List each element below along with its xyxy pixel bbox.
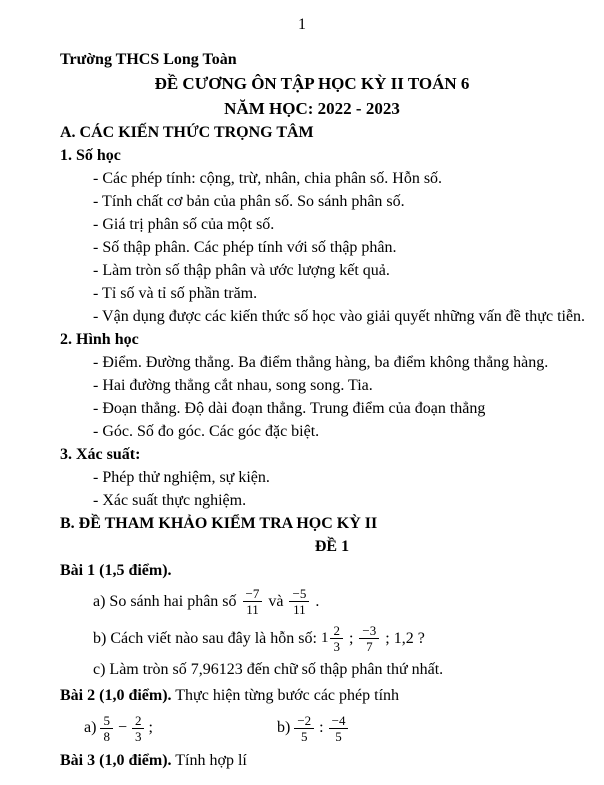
list-item: - Số thập phân. Các phép tính với số thập phân. (93, 239, 397, 256)
division-operator: : (319, 719, 324, 736)
list-item: - Vận dụng được các kiến thức số học vào giải quyết những vấn đề thực tiễn. (93, 308, 586, 325)
list-item: - Tỉ số và tỉ số phần trăm. (93, 285, 258, 302)
document-title: ĐỀ CƯƠNG ÔN TẬP HỌC KỲ II TOÁN 6 (154, 74, 470, 93)
list-item: - Các phép tính: cộng, trừ, nhân, chia phân số. Hỗn số. (93, 170, 443, 187)
fraction (289, 586, 309, 617)
exercise-text: . (315, 592, 320, 610)
fraction-numerator: −7 (243, 586, 263, 602)
exercise-3-label (60, 748, 574, 773)
fraction (294, 713, 314, 744)
exercise-2-label (60, 683, 574, 708)
exercise-text: b) Cách viết nào sau đây là hỗn số: (93, 629, 317, 647)
exercise-text: ; 1,2 ? (385, 629, 425, 647)
fraction-numerator: −4 (329, 713, 349, 729)
fraction-denominator: 11 (293, 602, 306, 617)
exercise-label: Bài 3 (1,0 điểm). (60, 752, 172, 769)
list-item: - Điểm. Đường thẳng. Ba điểm thẳng hàng, ba điểm không thẳng hàng. (93, 354, 549, 371)
exercise-label: Bài 1 (1,5 điểm). (60, 562, 172, 579)
exercise-label: Bài 2 (1,0 điểm). (60, 687, 172, 704)
fraction-denominator: 11 (246, 602, 259, 617)
fraction-denominator: 8 (103, 728, 110, 744)
exercise-2a (84, 713, 277, 744)
school-year: NĂM HỌC: 2022 - 2023 (224, 99, 400, 118)
exercise-1b (60, 620, 574, 657)
exercise-2-problems (60, 708, 574, 748)
exercise-description: Tính hợp lí (175, 752, 247, 769)
subsection-geometry-heading: 2. Hình học (60, 331, 139, 348)
fraction-numerator: −3 (359, 623, 379, 639)
list-item: - Xác suất thực nghiệm. (93, 492, 247, 509)
list-item: - Góc. Số đo góc. Các góc đặc biệt. (93, 423, 320, 440)
exercise-text: và (268, 592, 284, 610)
fraction-denominator: 3 (333, 639, 340, 654)
separator: ; (148, 719, 153, 736)
fraction (359, 623, 379, 654)
exercise-1-label (60, 558, 574, 583)
fraction-denominator: 3 (134, 728, 142, 744)
fraction-numerator: 2 (132, 713, 145, 729)
fraction-numerator: −2 (294, 713, 314, 729)
minus-operator: − (117, 719, 127, 736)
fraction-denominator: 7 (366, 639, 373, 654)
fraction (329, 713, 349, 744)
list-item: - Hai đường thẳng cắt nhau, song song. Tia. (93, 377, 373, 394)
subsection-probability-heading: 3. Xác suất: (60, 446, 141, 463)
list-item: - Giá trị phân số của một số. (93, 216, 275, 233)
exam-title: ĐỀ 1 (314, 538, 350, 555)
section-a-heading: A. CÁC KIẾN THỨC TRỌNG TÂM (60, 124, 314, 141)
exercise-2b (277, 713, 350, 744)
exercise-text: a) So sánh hai phân số (93, 592, 237, 610)
fraction (243, 586, 263, 617)
section-b-heading: B. ĐỀ THAM KHẢO KIỂM TRA HỌC KỲ II (60, 515, 378, 532)
item-marker: b) (277, 719, 291, 736)
fraction (132, 713, 145, 744)
list-item: - Làm tròn số thập phân và ước lượng kết quả. (93, 262, 390, 279)
list-item: - Tính chất cơ bản của phân số. So sánh phân số. (93, 193, 405, 210)
item-marker: a) (84, 719, 97, 736)
fraction-denominator: 5 (335, 728, 342, 744)
fraction-numerator: 5 (100, 713, 113, 729)
fraction-denominator: 5 (301, 728, 308, 744)
fraction (330, 623, 343, 654)
mixed-number-whole: 1 (320, 630, 329, 646)
mixed-number (321, 623, 345, 654)
fraction-numerator: 2 (330, 623, 343, 639)
list-item: - Phép thử nghiệm, sự kiện. (93, 469, 270, 486)
exercise-1c: c) Làm tròn số 7,96123 đến chữ số thập phân thứ nhất. (93, 661, 444, 678)
page-number: 1 (298, 16, 306, 33)
subsection-arithmetic-heading: 1. Số học (60, 147, 121, 164)
fraction-numerator: −5 (289, 586, 309, 602)
separator: ; (348, 629, 354, 647)
school-name: Trường THCS Long Toàn (60, 51, 237, 68)
exercise-description: Thực hiện từng bước các phép tính (175, 687, 400, 704)
fraction (100, 713, 113, 744)
list-item: - Đoạn thẳng. Độ dài đoạn thẳng. Trung điểm của đoạn thẳng (93, 400, 486, 417)
exercise-1a (60, 583, 574, 620)
